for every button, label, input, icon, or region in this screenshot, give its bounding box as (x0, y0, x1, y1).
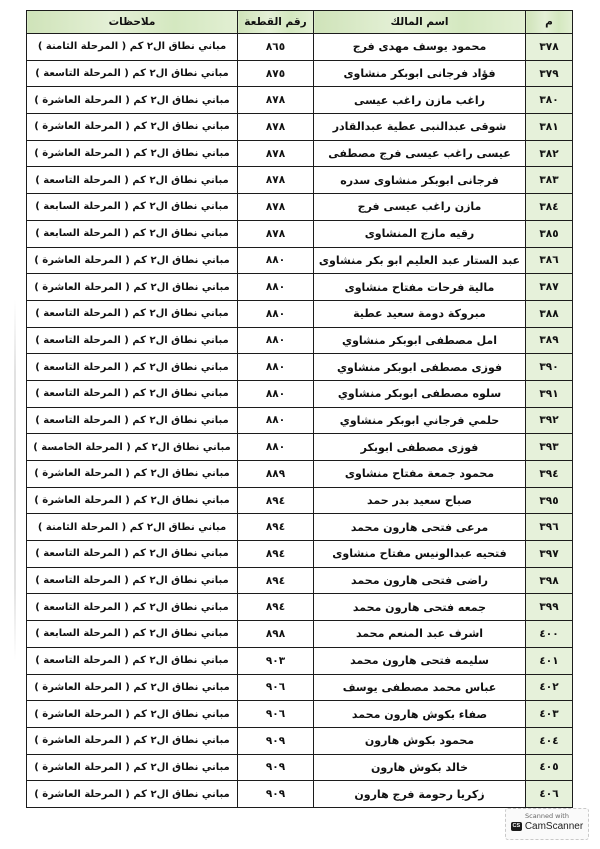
row-index: ٣٩٠ (526, 354, 573, 381)
row-index: ٤٠٤ (526, 727, 573, 754)
row-index: ٤٠٥ (526, 754, 573, 781)
plot-number: ٨٨٠ (238, 354, 314, 381)
table-body (27, 34, 573, 808)
notes: مباني نطاق ال٢ كم ( المرحلة التاسعة ) (27, 327, 238, 354)
plot-number: ٨٩٤ (238, 594, 314, 621)
plot-number: ٨٨٠ (238, 380, 314, 407)
notes: مباني نطاق ال٢ كم ( المرحلة السابعة ) (27, 194, 238, 221)
table-row (27, 647, 573, 674)
notes: مباني نطاق ال٢ كم ( المرحلة العاشرة ) (27, 701, 238, 728)
table-row (27, 247, 573, 274)
table-row (27, 701, 573, 728)
notes: مباني نطاق ال٢ كم ( المرحلة التاسعة ) (27, 567, 238, 594)
plot-number: ٨٨٠ (238, 274, 314, 301)
header-plot-number: رقم القطعة (238, 11, 314, 34)
owner-name: جمعه فتحى هارون محمد (314, 594, 526, 621)
plot-number: ٨٧٨ (238, 220, 314, 247)
owner-name: خالد بكوش هارون (314, 754, 526, 781)
table-row (27, 140, 573, 167)
plot-number: ٨٨٠ (238, 300, 314, 327)
row-index: ٣٩٣ (526, 434, 573, 461)
plot-number: ٨٧٨ (238, 194, 314, 221)
row-index: ٤٠٣ (526, 701, 573, 728)
table-row (27, 220, 573, 247)
plot-number: ٩٠٦ (238, 701, 314, 728)
row-index: ٣٨٦ (526, 247, 573, 274)
notes: مباني نطاق ال٢ كم ( المرحلة العاشرة ) (27, 114, 238, 141)
notes: مباني نطاق ال٢ كم ( المرحلة العاشرة ) (27, 140, 238, 167)
owner-name: سليمه فتحى هارون محمد (314, 647, 526, 674)
row-index: ٣٨١ (526, 114, 573, 141)
notes: مباني نطاق ال٢ كم ( المرحلة العاشرة ) (27, 274, 238, 301)
table-row (27, 781, 573, 808)
watermark-caption: Scanned with (525, 812, 569, 820)
owners-table (26, 10, 573, 808)
table-row (27, 727, 573, 754)
table-row (27, 754, 573, 781)
row-index: ٣٧٩ (526, 60, 573, 87)
notes: مباني نطاق ال٢ كم ( المرحلة العاشرة ) (27, 674, 238, 701)
owner-name: فوزى مصطفى ابوبكر (314, 434, 526, 461)
owner-name: عباس محمد مصطفى يوسف (314, 674, 526, 701)
notes: مباني نطاق ال٢ كم ( المرحلة العاشرة ) (27, 754, 238, 781)
plot-number: ٩٠٣ (238, 647, 314, 674)
owner-name: سلوه مصطفى ابوبكر منشاوي (314, 380, 526, 407)
notes: مباني نطاق ال٢ كم ( المرحلة التاسعة ) (27, 407, 238, 434)
notes: مباني نطاق ال٢ كم ( المرحلة الثامنة ) (27, 34, 238, 61)
notes: مباني نطاق ال٢ كم ( المرحلة السابعة ) (27, 220, 238, 247)
table-row (27, 407, 573, 434)
plot-number: ٨٩٨ (238, 621, 314, 648)
row-index: ٣٩٢ (526, 407, 573, 434)
plot-number: ٨٨٠ (238, 407, 314, 434)
row-index: ٤٠١ (526, 647, 573, 674)
plot-number: ٨٨٠ (238, 327, 314, 354)
table-row (27, 461, 573, 488)
plot-number: ٨٧٨ (238, 167, 314, 194)
table-row (27, 34, 573, 61)
notes: مباني نطاق ال٢ كم ( المرحلة التاسعة ) (27, 354, 238, 381)
owner-name: رقيه مازج المنشاوى (314, 220, 526, 247)
owner-name: راضى فتحى هارون محمد (314, 567, 526, 594)
owner-name: محمود جمعة مفتاح منشاوى (314, 461, 526, 488)
row-index: ٣٧٨ (526, 34, 573, 61)
plot-number: ٨٦٥ (238, 34, 314, 61)
owner-name: مالية فرحات مفتاح منشاوى (314, 274, 526, 301)
row-index: ٤٠٦ (526, 781, 573, 808)
row-index: ٣٩٤ (526, 461, 573, 488)
notes: مباني نطاق ال٢ كم ( المرحلة السابعة ) (27, 621, 238, 648)
table-row (27, 87, 573, 114)
table-row (27, 327, 573, 354)
row-index: ٣٩١ (526, 380, 573, 407)
owner-name: امل مصطفى ابوبكر منشاوي (314, 327, 526, 354)
row-index: ٣٩٦ (526, 514, 573, 541)
table-row (27, 434, 573, 461)
table-row (27, 114, 573, 141)
owner-name: محمود بكوش هارون (314, 727, 526, 754)
row-index: ٣٩٩ (526, 594, 573, 621)
row-index: ٣٨٩ (526, 327, 573, 354)
notes: مباني نطاق ال٢ كم ( المرحلة التاسعة ) (27, 380, 238, 407)
plot-number: ٨٨٠ (238, 247, 314, 274)
row-index: ٣٨٣ (526, 167, 573, 194)
owner-name: مازن راغب عيسى فرج (314, 194, 526, 221)
owner-name: شوقى عبدالنبى عطية عبدالقادر (314, 114, 526, 141)
table-row (27, 274, 573, 301)
plot-number: ٨٩٤ (238, 541, 314, 568)
header-index: م (526, 11, 573, 34)
owner-name: مرعى فتحى هارون محمد (314, 514, 526, 541)
plot-number: ٨٧٨ (238, 114, 314, 141)
table-row (27, 541, 573, 568)
plot-number: ٨٧٨ (238, 140, 314, 167)
plot-number: ٨٩٤ (238, 514, 314, 541)
owner-name: صباح سعيد بدر حمد (314, 487, 526, 514)
table-row (27, 300, 573, 327)
owner-name: صفاء بكوش هارون محمد (314, 701, 526, 728)
row-index: ٣٨٥ (526, 220, 573, 247)
table-row (27, 167, 573, 194)
row-index: ٣٨٠ (526, 87, 573, 114)
notes: مباني نطاق ال٢ كم ( المرحلة الخامسة ) (27, 434, 238, 461)
owner-name: زكريا رحومة فرج هارون (314, 781, 526, 808)
plot-number: ٨٧٨ (238, 87, 314, 114)
owner-name: عيسى راغب عيسى فرج مصطفى (314, 140, 526, 167)
owner-name: فتحيه عبدالونيس مفتاح منشاوى (314, 541, 526, 568)
notes: مباني نطاق ال٢ كم ( المرحلة التاسعة ) (27, 594, 238, 621)
owner-name: فوزى مصطفى ابوبكر منشاوي (314, 354, 526, 381)
plot-number: ٨٩٤ (238, 567, 314, 594)
table-row (27, 60, 573, 87)
owner-name: حلمي فرجاني ابوبكر منشاوي (314, 407, 526, 434)
table-row (27, 354, 573, 381)
notes: مباني نطاق ال٢ كم ( المرحلة الثامنة ) (27, 514, 238, 541)
header-owner-name: اسم المالك (314, 11, 526, 34)
row-index: ٣٨٤ (526, 194, 573, 221)
owner-name: مبروكة دومة سعيد عطية (314, 300, 526, 327)
notes: مباني نطاق ال٢ كم ( المرحلة العاشرة ) (27, 781, 238, 808)
table-row (27, 380, 573, 407)
plot-number: ٩٠٩ (238, 781, 314, 808)
table-row (27, 594, 573, 621)
owner-name: اشرف عبد المنعم محمد (314, 621, 526, 648)
notes: مباني نطاق ال٢ كم ( المرحلة العاشرة ) (27, 87, 238, 114)
notes: مباني نطاق ال٢ كم ( المرحلة العاشرة ) (27, 461, 238, 488)
camscanner-logo-icon: CS (512, 823, 521, 829)
table-row (27, 487, 573, 514)
owner-name: راغب مازن راغب عيسى (314, 87, 526, 114)
notes: مباني نطاق ال٢ كم ( المرحلة التاسعة ) (27, 541, 238, 568)
row-index: ٣٨٢ (526, 140, 573, 167)
plot-number: ٨٩٤ (238, 487, 314, 514)
owner-name: محمود يوسف مهدى فرج (314, 34, 526, 61)
table-row (27, 514, 573, 541)
notes: مباني نطاق ال٢ كم ( المرحلة التاسعة ) (27, 300, 238, 327)
table-row (27, 621, 573, 648)
row-index: ٣٩٥ (526, 487, 573, 514)
row-index: ٣٩٧ (526, 541, 573, 568)
table-row (27, 194, 573, 221)
plot-number: ٩٠٦ (238, 674, 314, 701)
plot-number: ٩٠٩ (238, 727, 314, 754)
notes: مباني نطاق ال٢ كم ( المرحلة العاشرة ) (27, 247, 238, 274)
row-index: ٣٩٨ (526, 567, 573, 594)
watermark-brand: CamScanner (524, 821, 584, 832)
scan-shadow-edge (14, 300, 16, 660)
owner-name: عبد الستار عبد العليم ابو بكر منشاوى (314, 247, 526, 274)
notes: مباني نطاق ال٢ كم ( المرحلة التاسعة ) (27, 167, 238, 194)
notes: مباني نطاق ال٢ كم ( المرحلة العاشرة ) (27, 727, 238, 754)
row-index: ٣٨٨ (526, 300, 573, 327)
row-index: ٣٨٧ (526, 274, 573, 301)
table-header-row (27, 11, 573, 34)
plot-number: ٩٠٩ (238, 754, 314, 781)
plot-number: ٨٧٥ (238, 60, 314, 87)
notes: مباني نطاق ال٢ كم ( المرحلة العاشرة ) (27, 487, 238, 514)
row-index: ٤٠٢ (526, 674, 573, 701)
notes: مباني نطاق ال٢ كم ( المرحلة التاسعة ) (27, 60, 238, 87)
row-index: ٤٠٠ (526, 621, 573, 648)
plot-number: ٨٨٠ (238, 434, 314, 461)
notes: مباني نطاق ال٢ كم ( المرحلة التاسعة ) (27, 647, 238, 674)
owner-name: فرجانى ابوبكر منشاوى سدره (314, 167, 526, 194)
table-row (27, 567, 573, 594)
owner-name: فؤاد فرجانى ابوبكر منشاوى (314, 60, 526, 87)
camscanner-watermark (505, 808, 589, 840)
plot-number: ٨٨٩ (238, 461, 314, 488)
table-row (27, 674, 573, 701)
header-notes: ملاحظات (27, 11, 238, 34)
